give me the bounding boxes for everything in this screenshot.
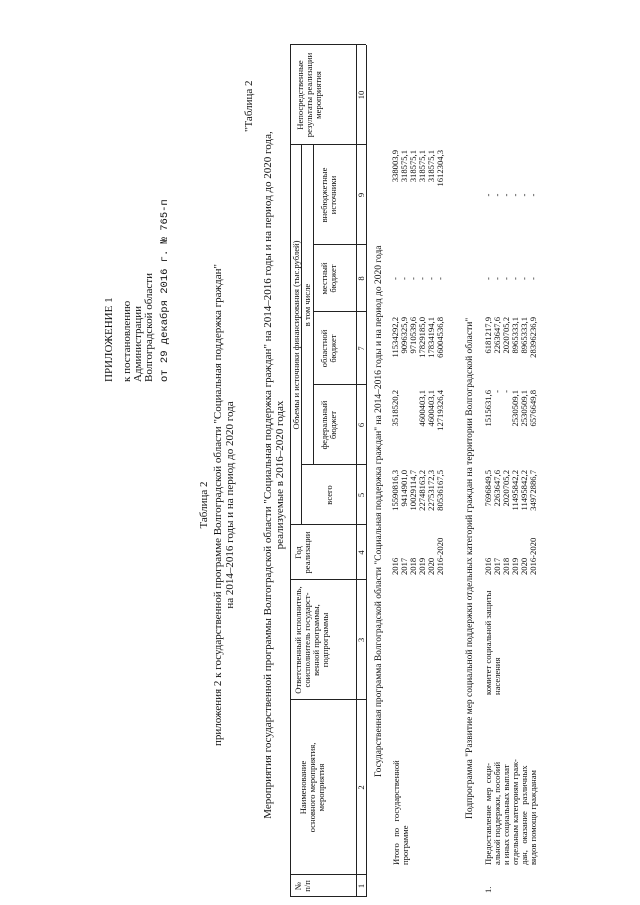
total-regional: 11534292,2 9096325,9 9710539,6 17829185,0 17834194,1 66004536,8 [390,317,446,358]
row1-years: 2016 2017 2018 2019 2020 2016-2020 [483,537,539,575]
header-appendix-line: приложения 2 к государственной программе Волгоградской области "Социальная поддержка граждан" [212,263,224,747]
row1-num: 1. [483,886,493,893]
col-head-year: Год реализации [293,531,313,574]
main-title-line-2: реализуемые в 2016–2020 годах [274,400,286,550]
appendix-date-line: от 29 декабря 2016 г. № 765-п [159,199,171,382]
col-head-offbudget: внебюджетные источники [319,167,339,223]
col-head-volumes: Объемы и источники финансирования (тыс.рублей) [291,240,301,430]
total-federal: 3518520,2 4600403,1 4600403,1 12719326,4 [390,390,446,431]
col-head-num: № п/п [293,880,313,892]
col-number-3: 3 [356,637,366,643]
row1-offbudget: - - - - - - [483,193,539,197]
row1-federal: 1515631,6 - - 2530509,1 2530509,1 6576649,8 [483,390,539,427]
col-number-2: 2 [356,785,366,790]
col-head-including: в том числе [302,283,312,327]
table-label-right: "Таблица 2 [243,80,255,132]
appendix-title: ПРИЛОЖЕНИЕ 1 [103,297,115,382]
col-head-local: местный бюджет [319,262,339,295]
header-table-number: Таблица 2 [198,481,210,529]
col-head-total: всего [324,485,334,505]
main-title-line-1: Мероприятия государственной программы Волгоградской области "Социальная поддержка граждан" на 2014–2016 годы и на период до 2020 года, [262,131,274,819]
row1-regional: 6181217,9 2263647,6 2020705,2 8965333,1 8965333,1 28396236,9 [483,317,539,358]
total-local: - - - - - - [390,277,446,280]
col-number-8: 8 [356,276,366,281]
col-head-federal: федеральный бюджет [319,400,339,450]
col-number-6: 6 [356,422,366,428]
col-number-1: 1 [356,883,366,889]
row1-executor: комитет социальной защиты населения [483,590,503,695]
col-head-name: Наименование основного мероприятия, мероприятия [298,742,327,833]
col-number-9: 9 [356,192,366,198]
col-number-5: 5 [356,492,366,498]
row1-local: - - - - - - [483,277,539,280]
total-offbudget: 338003,9 318575,1 318575,1 318575,1 318575,1 1612304,3 [390,150,446,187]
section-state-program-title: Государственная программа Волгоградской области "Социальная поддержка граждан" на 2014–2016 годы и на период до 2020 года [374,245,384,777]
total-values: 15590816,3 9414901,0 10029114,7 22748163,2 22753172,3 80536167,5 [390,470,446,511]
total-label: Итого по государственной программе [391,760,411,865]
row1-total: 7696849,5 2263647,6 2020705,2 11495842,2 11495842,2 34972886,7 [483,470,539,511]
total-years: 2016 2017 2018 2019 2020 2016-2020 [390,537,446,575]
appendix-line-1: к постановлению [121,300,133,382]
section-subprogram-title: Подпрограмма "Развитие мер социальной поддержки отдельных категорий граждан на территории Волгоградской области" [465,317,475,819]
appendix-line-2: Администрации [132,305,144,382]
appendix-line-3: Волгоградской области [143,273,155,382]
col-head-executor: Ответственный исполнитель, соисполнитель государст- венной программы, подпрограммы [293,586,331,694]
col-number-10: 10 [356,90,366,100]
col-head-regional: областной бюджет [319,329,339,368]
col-number-4: 4 [356,550,366,555]
col-number-7: 7 [356,346,366,351]
col-head-results: Непосредственные результаты реализации мероприятия [295,52,324,138]
row1-name: Предоставление мер соци- альной поддержки, пособий и иных социальных выплат отдельным категориям граж- дан, оказание различных видов помощи гражданам [483,759,539,865]
header-period-line: на 2014–2016 годы и на период до 2020 года [224,401,236,609]
